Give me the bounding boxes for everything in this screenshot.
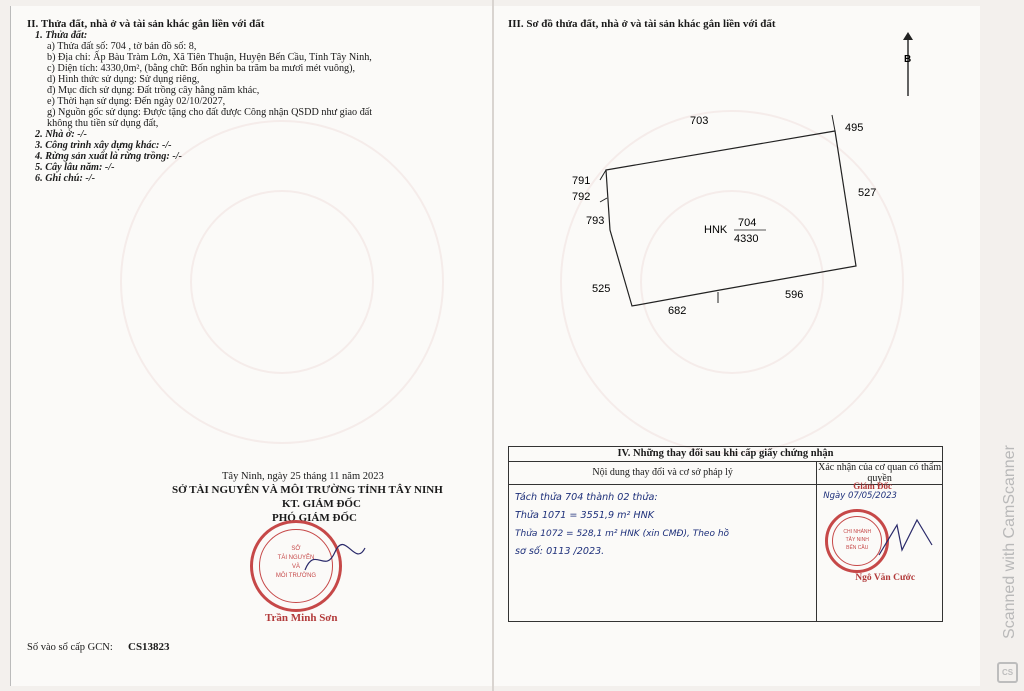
neighbor-682: 682 [668, 305, 687, 317]
change-line-4: sơ số: 0113 /2023. [515, 546, 605, 557]
deputy-director: PHÓ GIÁM ĐỐC [272, 512, 357, 524]
neighbor-525: 525 [592, 283, 611, 295]
item-perennial: 5. Cây lâu năm: -/- [35, 162, 115, 173]
origin-line: g) Nguồn gốc sử dụng: Được tặng cho đất được Công nhận QSDD như giao đất [47, 107, 373, 118]
item-forest: 4. Rừng sản xuất là rừng trồng: -/- [35, 151, 182, 162]
camscanner-logo-icon: CS [997, 662, 1018, 683]
neighbor-703: 703 [690, 115, 709, 127]
boundary-tick-w2 [600, 198, 607, 202]
parcel-map [560, 30, 930, 330]
stamp2-text-1: CHI NHÁNH [843, 529, 872, 535]
confirm-title: Giám Đốc [853, 481, 892, 491]
item-notes: 6. Ghi chú: -/- [35, 173, 95, 184]
neighbor-792: 792 [572, 191, 591, 203]
usage-form-line: d) Hình thức sử dụng: Sử dụng riêng, [47, 74, 200, 85]
parcel-code: HNK [704, 224, 728, 236]
register-number: CS13823 [128, 641, 170, 653]
col-header-confirm: Xác nhận của cơ quan có thẩm quyền [818, 462, 942, 484]
change-line-2: Thửa 1071 = 3551,9 m² HNK [515, 510, 655, 521]
signer-name: Trần Minh Sơn [265, 612, 338, 624]
neighbor-793: 793 [586, 215, 605, 227]
boundary-tick-w1 [600, 170, 606, 180]
parcel-outline [606, 131, 856, 306]
signature-right [877, 515, 937, 565]
stamp-text-2: TÀI NGUYÊN [277, 555, 315, 561]
change-line-3: Thửa 1072 = 528,1 m² HNK (xin CMĐ), Theo hồ [515, 529, 730, 539]
usage-purpose-line: đ) Mục đích sử dụng: Đất trồng cây hằng năm khác, [47, 85, 260, 96]
neighbor-527: 527 [858, 187, 877, 199]
camscanner-watermark [1000, 398, 1020, 686]
neighbor-791: 791 [572, 175, 591, 187]
stamp2-text-3: BẾN CẦU [846, 545, 869, 551]
confirm-cell [817, 481, 943, 622]
register-label: Số vào sổ cấp GCN: [27, 642, 113, 653]
origin-line-cont: không thu tiền sử dụng đất, [47, 118, 159, 129]
parcel-area: 4330 [734, 233, 759, 245]
camscanner-label: Scanned with CamScanner [1001, 445, 1018, 639]
address-line: b) Địa chỉ: Ấp Bàu Tràm Lớn, Xã Tiên Thuận, Huyện Bến Cầu, Tỉnh Tây Ninh, [47, 52, 372, 63]
parcel-number: 704 [738, 217, 757, 229]
item-1-title: 1. Thửa đất: [35, 30, 88, 41]
stamp-text-4: MÔI TRƯỜNG [275, 573, 317, 579]
watermark-left-inner [190, 190, 374, 374]
section-4-title: IV. Những thay đổi sau khi cấp giấy chứng nhận [509, 447, 943, 462]
usage-term-line: e) Thời hạn sử dụng: Đến ngày 02/10/2027, [47, 96, 226, 107]
north-label: B [904, 54, 912, 65]
parcel-number-line: a) Thửa đất số: 704 , tờ bản đồ số: 8, [47, 41, 197, 52]
issue-date: Tây Ninh, ngày 25 tháng 11 năm 2023 [222, 471, 384, 482]
item-house: 2. Nhà ở: -/- [35, 129, 87, 140]
page-fold [492, 0, 494, 691]
stamp2-text-2: TÂY NINH [845, 537, 869, 543]
change-line-1: Tách thửa 704 thành 02 thửa: [515, 492, 658, 503]
signature-left [300, 540, 370, 580]
changes-table [508, 446, 943, 622]
change-content-cell [509, 485, 817, 622]
stamp-text-1: SỞ [291, 546, 301, 552]
kt-director: KT. GIÁM ĐỐC [282, 498, 361, 510]
stamp-text-3: VÀ [291, 564, 300, 570]
section-2-title: II. Thửa đất, nhà ở và tài sản khác gắn liền với đất [27, 18, 265, 30]
area-line: c) Diện tích: 4330,0m², (bằng chữ: Bốn nghìn ba trăm ba mươi mét vuông), [47, 63, 356, 74]
neighbor-495: 495 [845, 122, 864, 134]
neighbor-596: 596 [785, 289, 804, 301]
col-header-content: Nội dung thay đổi và cơ sở pháp lý [509, 462, 817, 485]
confirm-signer: Ngô Văn Cước [855, 573, 916, 583]
issuer-name: SỞ TÀI NGUYÊN VÀ MÔI TRƯỜNG TỈNH TÂY NINH [172, 484, 443, 496]
section-3-title: III. Sơ đồ thửa đất, nhà ở và tài sản khác gắn liền với đất [508, 18, 776, 30]
item-construction: 3. Công trình xây dựng khác: -/- [35, 140, 172, 151]
confirm-date: Ngày 07/05/2023 [823, 491, 897, 501]
boundary-tick-ne [832, 115, 835, 131]
